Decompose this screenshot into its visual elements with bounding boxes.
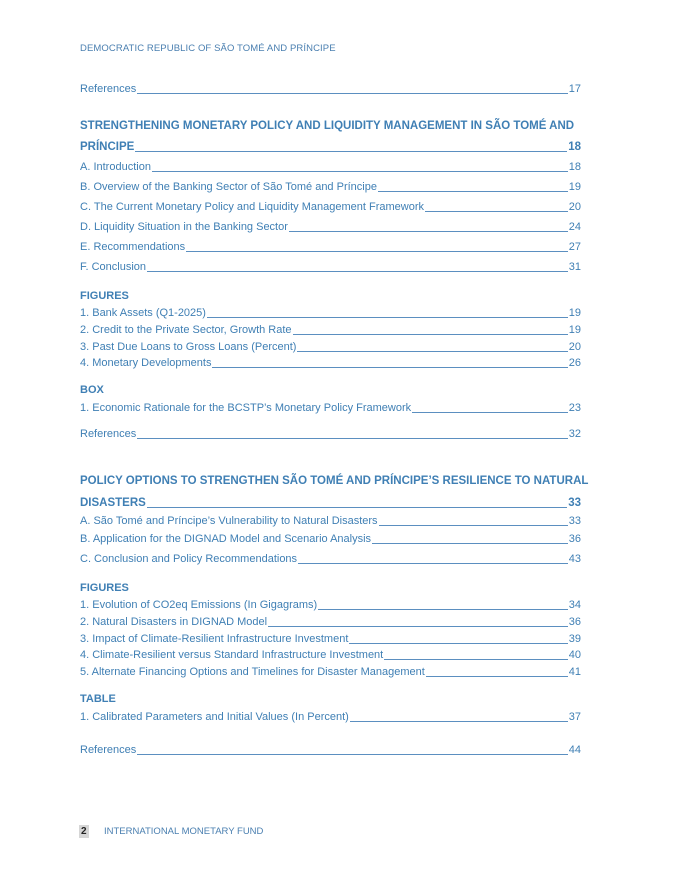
toc-leader — [135, 151, 567, 152]
toc-page-number: 41 — [568, 666, 581, 678]
running-header: DEMOCRATIC REPUBLIC OF SÃO TOMÉ AND PRÍNCIPE — [80, 43, 336, 54]
toc-figure-entry[interactable] — [80, 356, 581, 370]
toc-leader — [147, 271, 568, 272]
toc-entry-label: DISASTERS — [80, 497, 146, 509]
toc-page-number: 20 — [568, 201, 581, 213]
toc-entry[interactable] — [80, 552, 581, 566]
toc-page-number: 18 — [568, 141, 581, 153]
toc-entry-label: References — [80, 83, 137, 95]
toc-entry-label: 2. Natural Disasters in DIGNAD Model — [80, 616, 268, 628]
toc-entry-label: B. Overview of the Banking Sector of São Tomé and Príncipe — [80, 181, 377, 193]
toc-entry-label: 1. Economic Rationale for the BCSTP’s Monetary Policy Framework — [80, 402, 412, 414]
toc-entry-label: A. Introduction — [80, 161, 151, 173]
toc-leader — [350, 721, 568, 722]
toc-figure-entry[interactable] — [80, 598, 581, 612]
toc-figure-entry[interactable] — [80, 615, 581, 629]
toc-entry-label: References — [80, 744, 137, 756]
toc-page-number: 23 — [568, 402, 581, 414]
toc-leader — [147, 507, 567, 508]
toc-leader — [137, 438, 567, 439]
toc-figure-entry[interactable] — [80, 632, 581, 646]
toc-entry-label: F. Conclusion — [80, 261, 147, 273]
toc-page-number: 19 — [568, 324, 581, 336]
toc-page-number: 36 — [568, 533, 581, 545]
toc-leader — [289, 231, 568, 232]
toc-leader — [298, 563, 568, 564]
toc-page-number: 33 — [568, 515, 581, 527]
figures-heading: FIGURES — [80, 290, 129, 302]
toc-entry[interactable] — [80, 160, 581, 174]
toc-page-number: 19 — [568, 307, 581, 319]
toc-entry-label: C. Conclusion and Policy Recommendations — [80, 553, 298, 565]
toc-page-number: 24 — [568, 221, 581, 233]
toc-leader — [349, 643, 567, 644]
toc-leader — [412, 412, 568, 413]
toc-entry-references-top[interactable] — [80, 82, 581, 96]
toc-entry-label: D. Liquidity Situation in the Banking Sector — [80, 221, 288, 233]
toc-entry-label: A. São Tomé and Príncipe’s Vulnerability to Natural Disasters — [80, 515, 378, 527]
toc-entry-label: C. The Current Monetary Policy and Liquidity Management Framework — [80, 201, 425, 213]
toc-entry-label: 5. Alternate Financing Options and Timelines for Disaster Management — [80, 666, 425, 678]
footer-page-number: 2 — [81, 826, 87, 837]
toc-leader — [426, 676, 568, 677]
toc-entry[interactable] — [80, 514, 581, 528]
toc-leader — [372, 543, 568, 544]
toc-figure-entry[interactable] — [80, 323, 581, 337]
toc-entry[interactable] — [80, 200, 581, 214]
toc-page-number: 33 — [568, 497, 581, 509]
toc-box-entry[interactable] — [80, 401, 581, 415]
toc-figure-entry[interactable] — [80, 306, 581, 320]
toc-leader — [379, 525, 568, 526]
toc-entry-label: 2. Credit to the Private Sector, Growth Rate — [80, 324, 292, 336]
toc-entry-label: PRÍNCIPE — [80, 141, 135, 153]
footer-text: INTERNATIONAL MONETARY FUND — [104, 826, 264, 837]
toc-figure-entry[interactable] — [80, 665, 581, 679]
toc-entry-label: 3. Past Due Loans to Gross Loans (Percent) — [80, 341, 297, 353]
toc-leader — [137, 93, 567, 94]
toc-leader — [268, 626, 568, 627]
toc-entry-label: 3. Impact of Climate-Resilient Infrastructure Investment — [80, 633, 349, 645]
toc-entry-label: 4. Climate-Resilient versus Standard Infrastructure Investment — [80, 649, 384, 661]
toc-page-number: 26 — [568, 357, 581, 369]
toc-page-number: 18 — [568, 161, 581, 173]
toc-entry-references[interactable] — [80, 427, 581, 441]
toc-entry-label: B. Application for the DIGNAD Model and Scenario Analysis — [80, 533, 372, 545]
section1-title-line2[interactable] — [80, 140, 581, 154]
toc-leader — [384, 659, 568, 660]
toc-page-number: 36 — [568, 616, 581, 628]
toc-page-number: 34 — [568, 599, 581, 611]
section1-title[interactable]: STRENGTHENING MONETARY POLICY AND LIQUIDITY MANAGEMENT IN SÃO TOMÉ AND — [80, 120, 575, 132]
box-heading: BOX — [80, 384, 104, 396]
toc-leader — [207, 317, 568, 318]
toc-entry-label: 1. Calibrated Parameters and Initial Values (In Percent) — [80, 711, 349, 723]
toc-leader — [152, 171, 568, 172]
toc-entry-label: E. Recommendations — [80, 241, 186, 253]
toc-page-number: 17 — [568, 83, 581, 95]
toc-figure-entry[interactable] — [80, 340, 581, 354]
toc-leader — [297, 351, 567, 352]
toc-leader — [318, 609, 568, 610]
toc-entry-label: References — [80, 428, 137, 440]
toc-entry-label: 4. Monetary Developments — [80, 357, 212, 369]
toc-page-number: 20 — [568, 341, 581, 353]
toc-page-number: 32 — [568, 428, 581, 440]
toc-leader — [137, 754, 567, 755]
toc-page-number: 19 — [568, 181, 581, 193]
table-heading: TABLE — [80, 693, 116, 705]
toc-leader — [186, 251, 568, 252]
toc-page-number: 40 — [568, 649, 581, 661]
toc-entry[interactable] — [80, 260, 581, 274]
toc-entry[interactable] — [80, 220, 581, 234]
toc-page-number: 37 — [568, 711, 581, 723]
figures-heading: FIGURES — [80, 582, 129, 594]
toc-entry[interactable] — [80, 180, 581, 194]
toc-page-number: 31 — [568, 261, 581, 273]
toc-entry[interactable] — [80, 532, 581, 546]
toc-page-number: 39 — [568, 633, 581, 645]
toc-leader — [212, 367, 567, 368]
toc-page-number: 43 — [568, 553, 581, 565]
toc-page-number: 44 — [568, 744, 581, 756]
toc-leader — [293, 334, 568, 335]
toc-leader — [425, 211, 568, 212]
toc-table-entry[interactable] — [80, 710, 581, 724]
toc-page-number: 27 — [568, 241, 581, 253]
toc-entry-label: 1. Evolution of CO2eq Emissions (In Gigagrams) — [80, 599, 318, 611]
section2-title[interactable]: POLICY OPTIONS TO STRENGTHEN SÃO TOMÉ AND PRÍNCIPE’S RESILIENCE TO NATURAL — [80, 475, 589, 487]
toc-leader — [378, 191, 568, 192]
toc-entry[interactable] — [80, 240, 581, 254]
toc-entry-label: 1. Bank Assets (Q1-2025) — [80, 307, 206, 319]
toc-entry-references[interactable] — [80, 743, 581, 757]
toc-figure-entry[interactable] — [80, 648, 581, 662]
section2-title-line2[interactable] — [80, 496, 581, 510]
